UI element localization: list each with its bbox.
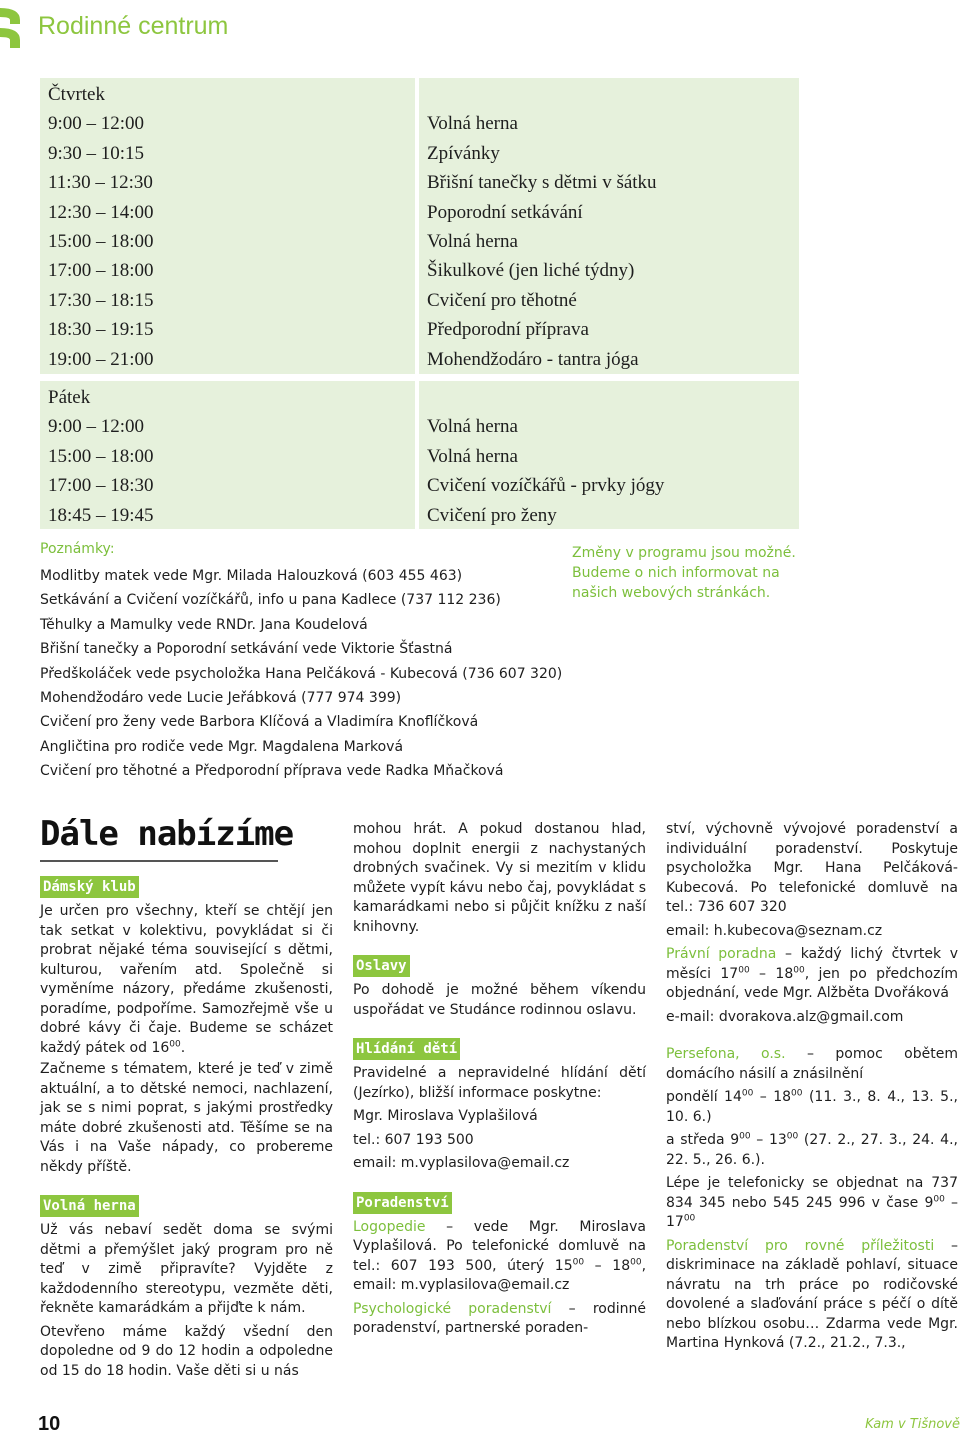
title-underline <box>40 860 278 862</box>
play-continued: mohou hrát. A pokud dostanou hlad, mohou doplnit energii z nachystaných drobných svačinek. Vy si mezitím v klidu můžete vypít kávu nebo čaj, povykládat s kamarádkami nebo si půjčit knížku z naší knihovny. <box>353 821 646 935</box>
time-slot: 12:30 – 14:00 <box>48 201 154 223</box>
note-line: Cvičení pro ženy vede Barbora Klíčová a Vladimíra Knoflíčková <box>40 714 479 731</box>
hours-text: – 18 <box>753 1089 792 1105</box>
hours-text: a středa 9 <box>666 1132 740 1148</box>
persefona-text: – pomoc obětem domácího násilí a znásilnění <box>666 1046 958 1082</box>
babysit-tag: Hlídání dětí <box>353 1038 460 1060</box>
babysit-email: email: m.vyplasilova@email.cz <box>353 1155 570 1171</box>
play-paragraph-2: Otevřeno máme každý všední den dopoledne od 9 do 12 hodin a odpoledne od 15 do 18 hodin. Vaše děti si u nás <box>40 1323 333 1379</box>
time-slot: 17:00 – 18:30 <box>48 475 154 497</box>
time-slot: 9:00 – 12:00 <box>48 416 145 438</box>
psych-paragraph <box>353 1300 646 1339</box>
activity: Cvičení pro ženy <box>427 504 557 526</box>
psych-label: Psychologické poradenství <box>353 1300 552 1317</box>
speech-therapy-paragraph <box>353 1218 646 1296</box>
column-2 <box>353 820 646 1339</box>
activity: Cvičení pro těhotné <box>427 289 577 311</box>
changes-notice <box>572 543 796 603</box>
time-slot: 9:30 – 10:15 <box>48 142 145 164</box>
monday-hours <box>666 1088 958 1127</box>
club-text: Je určen pro všechny, kteří se chtějí jen tak setkat v kolektivu, povykládat si či probrat nějaké téma související s dětmi, kulturou, vařením atd. Společně si vyměníme názory, předáme zkušenosti, poradíme, podpoříme. Samozřejmě vše u dobré kávy či čaje. Budeme se scházet každý pátek od 16 <box>40 903 333 1056</box>
friday-activities <box>427 412 664 530</box>
hours-text: (11. 3., 8. 4., 13. 5., 10. 6.) <box>666 1089 958 1125</box>
club-paragraph-2: Začneme s tématem, které je teď v zimě aktuální, a to dětské nemoci, nachlazení, jak se s nimi poprat, s jakými prostředky máte dobré zkušenosti atd. Těšíme se na Vás i na Vaše nápady, co probereme někdy příště. <box>40 1061 333 1175</box>
equal-opportunity-label: Poradenství pro rovné příležitosti <box>666 1237 935 1254</box>
time-slot: 11:30 – 12:30 <box>48 172 153 194</box>
column-3 <box>666 820 958 1354</box>
time-slot: 9:00 – 12:00 <box>48 113 145 135</box>
time-sup: 00 <box>738 964 750 975</box>
note-line: Břišní tanečky a Poporodní setkávání vede Viktorie Šťastná <box>40 641 453 658</box>
note-line: Cvičení pro těhotné a Předporodní příprava vede Radka Mňačková <box>40 763 504 780</box>
logo-icon <box>0 4 22 50</box>
speech-therapy-label: Logopedie <box>353 1218 426 1235</box>
note-line: Mohendžodáro vede Lucie Jeřábková (777 974 399) <box>40 690 402 707</box>
legal-email: e-mail: dvorakova.alz@gmail.com <box>666 1008 904 1025</box>
time-sup: 00 <box>786 1131 799 1142</box>
psych-continued: ství, výchovně vývojové poradenství a individuální poradenství. Poskytuje psycholožka Mgr. Hana Pelčáková-Kubecová. Po telefonické domluvě na tel.: 736 607 320 <box>666 821 958 915</box>
persefona-label: Persefona, o.s. <box>666 1046 786 1062</box>
counsel-tag: Poradenství <box>353 1192 452 1214</box>
party-tag: Oslavy <box>353 955 410 977</box>
note-line: Předškoláček vede psycholožka Hana Pelčáková - Kubecová (736 607 320) <box>40 665 563 682</box>
time-slot: 15:00 – 18:00 <box>48 230 154 252</box>
section-title: Dále nabízíme <box>40 814 294 854</box>
time-sup: 00 <box>630 1256 642 1267</box>
magazine-name: Kam v Tišnově <box>865 1417 960 1432</box>
hours-text: – 13 <box>750 1132 787 1148</box>
booking-text: – 17 <box>666 1194 958 1230</box>
activity: Mohendžodáro - tantra jóga <box>427 348 639 370</box>
legal-label: Právní poradna <box>666 946 777 962</box>
activity: Volná herna <box>427 230 518 252</box>
time-sup: 00 <box>739 1131 751 1142</box>
booking-paragraph <box>666 1174 958 1233</box>
speech-therapy-text: – 18 <box>584 1257 631 1274</box>
time-sup: 00 <box>741 1088 754 1099</box>
speech-therapy-text: – vede Mgr. Miroslava Vyplašilová. Po telefonické domluvě na tel.: 607 193 500, úterý 15 <box>353 1218 646 1274</box>
thursday-times <box>48 80 154 374</box>
notes-list <box>40 564 562 784</box>
thursday-day-label: Čtvrtek <box>48 84 105 105</box>
notes-label: Poznámky: <box>40 541 115 557</box>
brand-title: Rodinné centrum <box>38 12 229 40</box>
time-sup: 00 <box>572 1256 585 1267</box>
legal-text: – 18 <box>749 965 794 982</box>
club-paragraph-1 <box>40 902 333 1058</box>
activity: Břišní tanečky s dětmi v šátku <box>427 172 657 194</box>
psych-email: email: h.kubecova@seznam.cz <box>666 922 883 939</box>
time-slot: 17:30 – 18:15 <box>48 289 154 311</box>
time-sup: 00 <box>683 1213 696 1224</box>
time-slot: 19:00 – 21:00 <box>48 348 154 370</box>
note-line: Těhulky a Mamulky vede RNDr. Jana Koudelová <box>40 616 368 633</box>
activity: Poporodní setkávání <box>427 201 583 223</box>
hours-text: pondělí 14 <box>666 1089 742 1105</box>
time-slot: 18:30 – 19:15 <box>48 319 154 341</box>
club-tag: Dámský klub <box>40 876 139 898</box>
legal-paragraph <box>666 945 958 1004</box>
changes-line: našich webových stránkách. <box>572 585 771 601</box>
time-sup: 00 <box>793 964 805 975</box>
play-paragraph-1: Už vás nebaví sedět doma se svými dětmi a přemýšlet jaký program pro ně teď v zimě připravíte? Vyjděte z každodenního stereotypu, vezměte děti, řekněte kamarádkám a přijďte k nám. <box>40 1222 333 1316</box>
activity: Volná herna <box>427 416 518 438</box>
speech-therapy-text: , email: m.vyplasilova@email.cz <box>353 1257 647 1293</box>
babysit-phone: tel.: 607 193 500 <box>353 1131 474 1148</box>
activity: Šikulkové (jen liché týdny) <box>427 260 635 282</box>
note-line: Setkávání a Cvičení vozíčkářů, info u pana Kadlece (737 112 236) <box>40 592 501 609</box>
play-tag: Volná herna <box>40 1195 139 1217</box>
babysit-paragraph: Pravidelné a nepravidelné hlídání dětí (Jezírko), bližší informace poskytne: <box>353 1065 646 1101</box>
party-paragraph: Po dohodě je možné během víkendu uspořádat ve Studánce rodinnou oslavu. <box>353 982 646 1018</box>
wednesday-hours <box>666 1131 958 1170</box>
equal-opportunity-paragraph <box>666 1237 958 1354</box>
changes-line: Budeme o nich informovat na <box>572 565 780 581</box>
time-slot: 17:00 – 18:00 <box>48 260 154 282</box>
time-slot: 15:00 – 18:00 <box>48 445 154 467</box>
activity: Volná herna <box>427 445 518 467</box>
friday-times <box>48 383 154 530</box>
note-line: Modlitby matek vede Mgr. Milada Halouzková (603 455 463) <box>40 568 463 584</box>
hours-text: (27. 2., 27. 3., 24. 4., 22. 5., 26. 6.). <box>666 1132 958 1168</box>
booking-text: Lépe je telefonicky se objednat na 737 834 345 nebo 545 245 996 v čase 9 <box>666 1175 958 1211</box>
club-text-end: . <box>180 1039 186 1056</box>
note-line: Angličtina pro rodiče vede Mgr. Magdalena Marková <box>40 738 404 755</box>
psych-text: – rodinné poradenství, partnerské poraden- <box>353 1300 646 1336</box>
changes-line: Změny v programu jsou možné. <box>572 545 796 561</box>
persefona-paragraph <box>666 1045 958 1084</box>
thursday-activities <box>427 109 657 374</box>
equal-opportunity-text: – diskriminace na základě pohlaví, situace návratu na trh práce po rodičovské dovolené a slaďování práce s péčí o dítě nebo blízkou osobu… Zdarma vede Mgr. Martina Hynková (7.2., 21.2., 7.3., <box>666 1237 959 1351</box>
activity: Předporodní příprava <box>427 319 589 341</box>
time-sup: 00 <box>933 1193 945 1204</box>
page-number: 10 <box>38 1413 61 1435</box>
time-sup: 00 <box>169 1038 181 1049</box>
time-slot: 18:45 – 19:45 <box>48 504 154 526</box>
activity: Cvičení vozíčkářů - prvky jógy <box>427 475 665 497</box>
activity: Volná herna <box>427 113 518 135</box>
activity: Zpívánky <box>427 142 500 164</box>
time-sup: 00 <box>791 1088 803 1099</box>
column-1 <box>40 876 333 1381</box>
babysit-name: Mgr. Miroslava Vyplašilová <box>353 1108 538 1124</box>
legal-text: – každý lichý čtvrtek v měsíci 17 <box>666 946 958 982</box>
friday-day-label: Pátek <box>48 387 91 408</box>
legal-text: , jen po předchozím objednání, vede Mgr. Alžběta Dvořáková <box>666 965 958 1001</box>
